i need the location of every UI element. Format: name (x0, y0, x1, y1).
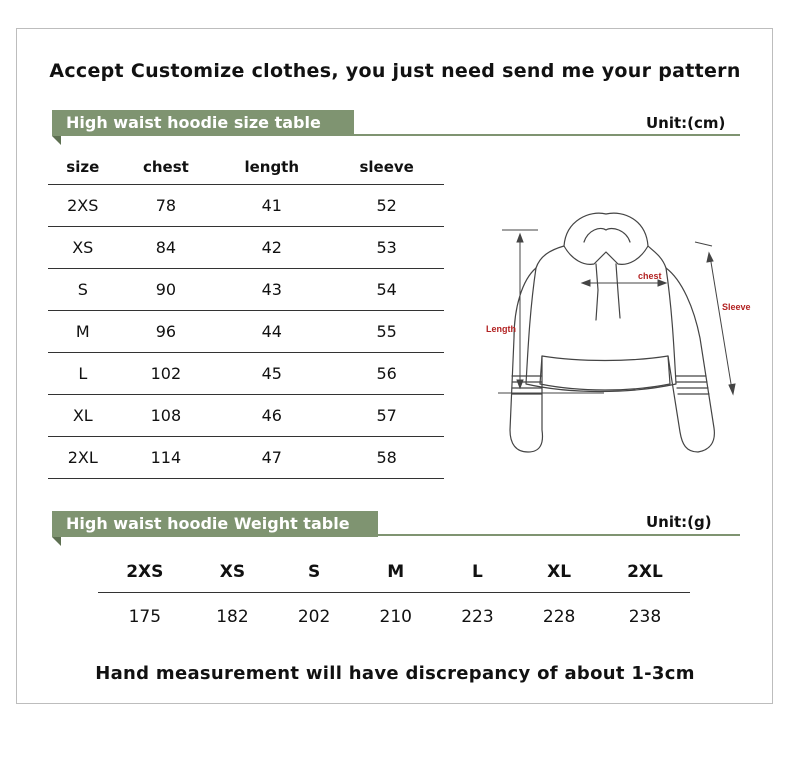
weight-size-header: L (437, 552, 519, 593)
weight-size-header: 2XS (98, 552, 192, 593)
size-cell-sleeve: 58 (329, 437, 444, 479)
size-cell-size: 2XS (48, 185, 118, 227)
length-arrow-top (517, 234, 523, 242)
weight-value-cell: 182 (216, 607, 249, 627)
col-header-sleeve: sleeve (329, 150, 444, 185)
weight-size-header: 2XL (600, 552, 690, 593)
weight-banner-rule (378, 534, 740, 536)
size-cell-chest: 102 (118, 353, 215, 395)
weight-unit-label: Unit:(g) (646, 513, 712, 531)
body-outline (526, 246, 676, 392)
size-cell-sleeve: 56 (329, 353, 444, 395)
size-cell-length: 42 (214, 227, 329, 269)
weight-table-header (98, 552, 690, 593)
sleeve-top-tick (695, 242, 712, 246)
col-header-chest: chest (118, 150, 215, 185)
weight-size-header: S (273, 552, 355, 593)
size-row (48, 395, 444, 437)
size-cell-sleeve: 54 (329, 269, 444, 311)
size-cell-sleeve: 57 (329, 395, 444, 437)
sleeve-left-stripes (512, 376, 542, 394)
weight-value-cell: 210 (379, 607, 412, 627)
size-row (48, 269, 444, 311)
col-header-size: size (48, 150, 118, 185)
size-cell-size: XS (48, 227, 118, 269)
weight-table-values (98, 593, 690, 642)
size-cell-length: 45 (214, 353, 329, 395)
weight-value-cell: 228 (542, 607, 576, 627)
size-row (48, 227, 444, 269)
col-header-length: length (214, 150, 329, 185)
size-cell-sleeve: 52 (329, 185, 444, 227)
size-cell-sleeve: 55 (329, 311, 444, 353)
size-cell-chest: 114 (118, 437, 215, 479)
size-banner-rule (354, 134, 740, 136)
size-cell-length: 44 (214, 311, 329, 353)
chest-arrow-left (582, 280, 590, 286)
size-table-header (48, 150, 444, 185)
weight-size-header: XS (192, 552, 274, 593)
size-cell-chest: 108 (118, 395, 215, 437)
weight-table-banner: High waist hoodie Weight table (52, 511, 378, 537)
sleeve-label: Sleeve (722, 302, 751, 312)
size-banner-tail (52, 136, 61, 145)
size-row (48, 353, 444, 395)
size-cell-chest: 90 (118, 269, 215, 311)
size-cell-length: 47 (214, 437, 329, 479)
sleeve-right-outline (666, 268, 714, 452)
size-cell-size: S (48, 269, 118, 311)
headline: Accept Customize clothes, you just need send me your pattern (49, 60, 741, 82)
sleeve-arrow-line (710, 256, 732, 390)
measurement-footnote: Hand measurement will have discrepancy of about 1-3cm (95, 663, 695, 684)
hem-band (540, 356, 670, 390)
size-cell-chest: 78 (118, 185, 215, 227)
sleeve-arrow-top (707, 253, 713, 262)
weight-table (98, 552, 690, 641)
size-cell-length: 41 (214, 185, 329, 227)
sleeve-arrow-bottom (729, 384, 735, 394)
size-row (48, 311, 444, 353)
size-cell-size: L (48, 353, 118, 395)
size-table-body (48, 185, 444, 479)
length-label: Length (486, 324, 516, 334)
weight-size-header: M (355, 552, 437, 593)
weight-banner-tail (52, 537, 61, 546)
drawstring-left (596, 264, 598, 320)
size-cell-size: M (48, 311, 118, 353)
size-table (48, 150, 444, 479)
size-cell-chest: 84 (118, 227, 215, 269)
size-cell-size: XL (48, 395, 118, 437)
hoodie-diagram (480, 208, 760, 468)
drawstring-right (616, 264, 620, 318)
size-row (48, 185, 444, 227)
weight-size-header: XL (518, 552, 600, 593)
size-cell-chest: 96 (118, 311, 215, 353)
hood-outline (564, 213, 648, 264)
sleeve-left-outline (510, 268, 542, 452)
size-cell-length: 43 (214, 269, 329, 311)
size-cell-sleeve: 53 (329, 227, 444, 269)
length-arrow-bottom (517, 380, 523, 388)
size-cell-size: 2XL (48, 437, 118, 479)
sleeve-right-stripes (676, 376, 709, 394)
weight-value-cell: 223 (461, 607, 494, 627)
size-cell-length: 46 (214, 395, 329, 437)
weight-value-cell: 238 (628, 607, 662, 627)
hood-opening (584, 229, 630, 243)
weight-value-cell: 202 (297, 607, 331, 627)
chest-label: chest (638, 271, 662, 281)
size-row (48, 437, 444, 479)
weight-value-cell: 175 (128, 607, 162, 627)
size-unit-label: Unit:(cm) (646, 114, 726, 132)
size-table-banner: High waist hoodie size table (52, 110, 354, 136)
